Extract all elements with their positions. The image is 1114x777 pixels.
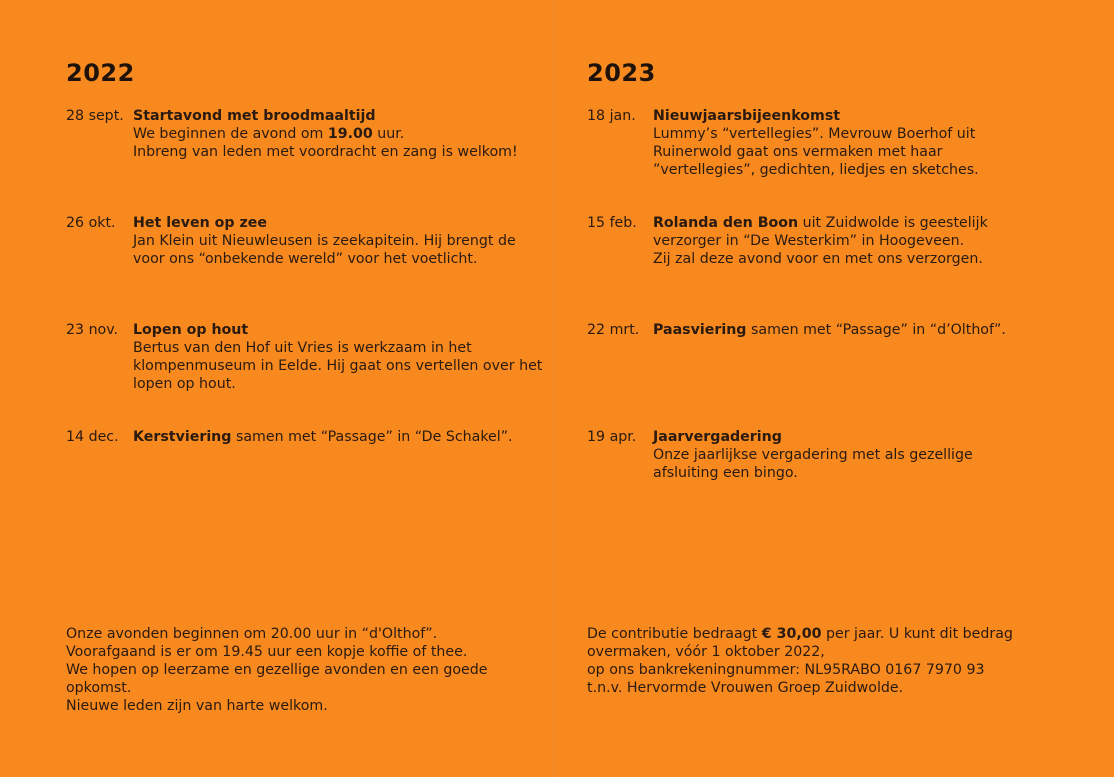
event-title: Rolanda den Boon <box>653 215 799 231</box>
footer-info-right: De contributie bedraagt € 30,00 per jaar. U kunt dit bedrag overmaken, vóór 1 oktober 2022, op ons bankrekeningnummer: NL95RABO 0167 7970 93 t.n.v. Hervormde Vrouwen Groep Zuidwolde. <box>587 626 1013 696</box>
event-18-jan <box>587 107 1047 179</box>
event-body <box>133 428 546 446</box>
year-heading-2022: 2022 <box>66 59 135 87</box>
event-date: 26 okt. <box>66 215 116 231</box>
event-title-rest: uit Zuidwolde is geestelijk verzorger in “De Westerkim” in Hoogeveen. <box>653 215 988 249</box>
event-date: 14 dec. <box>66 429 119 445</box>
event-28-sept <box>66 107 546 161</box>
event-title-rest: samen met “Passage” in “De Schakel”. <box>231 429 513 445</box>
contribution-amount: € 30,00 <box>761 626 822 642</box>
event-title: Het leven op zee <box>133 215 267 231</box>
event-body <box>133 321 546 393</box>
event-description: Jan Klein uit Nieuwleusen is zeekapitein. Hij brengt de voor ons “onbekende wereld” voor het voetlicht. <box>133 233 516 267</box>
footer-info-left: Onze avonden beginnen om 20.00 uur in “d'Olthof”. Voorafgaand is er om 19.45 uur een kopje koffie of thee. We hopen op leerzame en gezellige avonden en een goede opkomst. Nieuwe leden zijn van harte welkom. <box>66 626 488 714</box>
event-title: Nieuwjaarsbijeenkomst <box>653 108 841 124</box>
year-heading-2023: 2023 <box>587 59 656 87</box>
event-date: 15 feb. <box>587 215 637 231</box>
event-15-feb <box>587 214 1047 268</box>
event-body <box>653 428 1047 482</box>
event-description: Lummy’s “vertellegies”. Mevrouw Boerhof uit Ruinerwold gaat ons vermaken met haar ”vertellegies”, gedichten, liedjes en sketches. <box>653 126 979 178</box>
event-description: Zij zal deze avond voor en met ons verzorgen. <box>653 251 983 267</box>
event-22-mrt <box>587 321 1047 339</box>
event-description: Bertus van den Hof uit Vries is werkzaam in het klompenmuseum in Eelde. Hij gaat ons vertellen over het lopen op hout. <box>133 340 543 392</box>
event-description: Onze jaarlijkse vergadering met als gezellige afsluiting een bingo. <box>653 447 973 481</box>
event-date: 22 mrt. <box>587 322 640 338</box>
event-date: 19 apr. <box>587 429 637 445</box>
event-body <box>653 214 1047 268</box>
event-title: Startavond met broodmaaltijd <box>133 108 376 124</box>
page-fold <box>553 0 556 777</box>
event-title: Jaarvergadering <box>653 429 782 445</box>
event-date: 18 jan. <box>587 108 636 124</box>
event-description-line: We beginnen de avond om 19.00 uur. <box>133 126 405 142</box>
event-description-line: Inbreng van leden met voordracht en zang is welkom! <box>133 144 518 160</box>
event-19-apr <box>587 428 1047 482</box>
event-date: 28 sept. <box>66 108 124 124</box>
event-title: Paasviering <box>653 322 747 338</box>
event-date: 23 nov. <box>66 322 119 338</box>
start-time: 19.00 <box>327 126 373 142</box>
event-26-okt <box>66 214 546 268</box>
event-14-dec <box>66 428 546 446</box>
event-title: Kerstviering <box>133 429 232 445</box>
event-body <box>653 107 1047 179</box>
event-title-rest: samen met “Passage” in “d’Olthof”. <box>746 322 1006 338</box>
event-body <box>133 107 546 161</box>
event-title: Lopen op hout <box>133 322 249 338</box>
event-23-nov <box>66 321 546 393</box>
event-body <box>133 214 546 268</box>
event-body <box>653 321 1047 339</box>
